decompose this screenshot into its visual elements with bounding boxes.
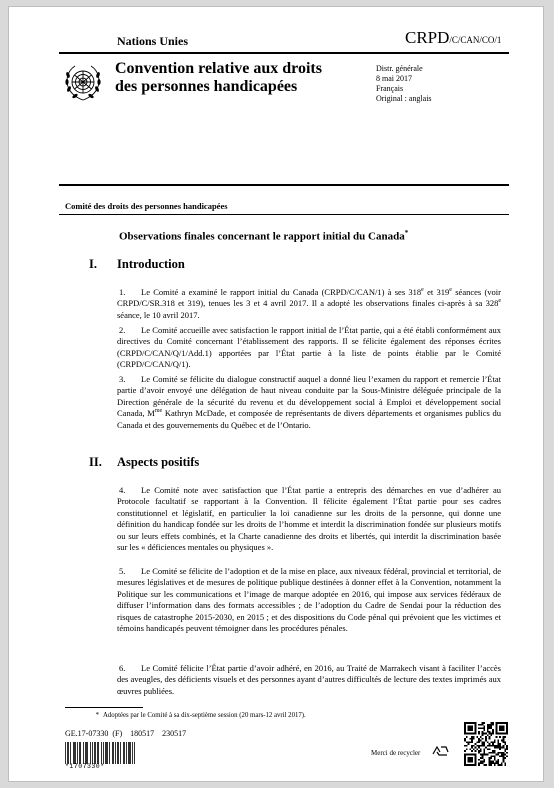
paragraph-text: Le Comité accueille avec satisfaction le rapport initial de l’État partie, qui a été établi conformément aux directives du Comité concernant l’établissement des rapports. Il se félicite également des réponses écrites (CRPD/C/CAN/Q/1/Add.1) apportées par l’État partie à la liste de points établie par le Comité (CRPD/C/CAN/Q/1). bbox=[117, 325, 501, 370]
title-block-rule bbox=[59, 184, 509, 186]
paragraph-number: 5. bbox=[119, 566, 126, 576]
original-language: Original : anglais bbox=[376, 94, 432, 103]
section-title: Introduction bbox=[117, 257, 185, 271]
recycle-icon bbox=[429, 744, 451, 758]
document-page bbox=[8, 6, 544, 782]
section-title: Aspects positifs bbox=[117, 455, 200, 469]
paragraph-text: Le Comité note avec satisfaction que l’État partie a entrepris des démarches en vue d’adhérer au Protocole facultatif se rapportant à la Convention. Il félicite également l’État partie pour ses cadres constitutionnel et législatif, en particulier la loi canadienne sur les droits de la personne, qui donne une définition du handicap fondée sur les droits de l’homme et interdit la discrimination fondée sur plusieurs motifs ou sur leurs effets combinés, et la Charte canadienne des droits et libertés, qui interdit la discrimination basée sur les « déficiences mentales ou physiques ». bbox=[117, 485, 501, 553]
document-symbol bbox=[405, 28, 501, 48]
document-title bbox=[119, 229, 408, 243]
paragraph bbox=[117, 374, 501, 431]
document-date: 8 mai 2017 bbox=[376, 74, 412, 83]
organization-name: Nations Unies bbox=[117, 34, 189, 48]
section-number: II. bbox=[89, 455, 102, 469]
document-language: Français bbox=[376, 84, 404, 93]
paragraph-text: Le Comité se félicite de l’adoption et de la mise en place, aux niveaux fédéral, provincial et territorial, de mesures législatives et de mesures de politique publique destinées à donner effet à la Convention, notamment la Politique sur les communications et l’image de marque adoptée en 2016, qui impose aux services fédéraux de diffuser l’information dans des formats accessibles ; de l’adoption du Cadre de Sendai pour la réduction des risques de catastrophe 2015-2030, en 2015 ; et des dispositions du Code pénal qui prévoient que les victimes et témoins handicapés peuvent témoigner dans les procédures pénales. bbox=[117, 566, 501, 634]
paragraph-number: 2. bbox=[119, 325, 126, 335]
convention-title-line2: des personnes handicapées bbox=[115, 78, 298, 95]
document-title-footnote-marker: * bbox=[404, 229, 409, 237]
symbol-main: CRPD bbox=[405, 28, 450, 47]
footnote-rule bbox=[65, 707, 143, 708]
footnote bbox=[65, 712, 505, 719]
paragraph-text: Le Comité se félicite du dialogue constructif auquel a donné lieu l’examen du rapport et remercie l’État partie d’avoir envoyé une délégation de haut niveau conduite par la Sous-Ministre déléguée principale de la Direction générale de la sécurité du revenu et du développement social à Emploi et développement social Canada, $M^{me}$ Kathryn McDade, et composée de représentants de divers départements et organismes publics du Canada et des gouvernements du Québec et de l’Ontario. bbox=[117, 374, 501, 430]
paragraph bbox=[117, 566, 501, 634]
section-heading bbox=[89, 257, 389, 273]
paragraph-number: 4. bbox=[119, 485, 126, 495]
convention-title-line1: Convention relative aux droits bbox=[115, 60, 322, 77]
paragraph bbox=[117, 663, 501, 697]
convention-title bbox=[115, 60, 365, 96]
paragraph-text: Le Comité félicite l’État partie d’avoir adhéré, en 2016, au Traité de Marrakech visant à faciliter l’accès des aveugles, des déficients visuels et des personnes ayant d’autres difficultés de lecture des textes imprimés aux œuvres publiées. bbox=[117, 663, 501, 696]
paragraph bbox=[117, 325, 501, 371]
symbol-sub: /C/CAN/CO/1 bbox=[449, 35, 502, 45]
paragraph-number: 3. bbox=[119, 374, 126, 384]
document-metadata bbox=[376, 64, 432, 104]
section-number: I. bbox=[89, 257, 97, 271]
recycle-text: Merci de recycler bbox=[371, 749, 421, 757]
un-emblem-icon bbox=[61, 61, 105, 105]
paragraph-number: 1. bbox=[119, 287, 126, 297]
committee-rule bbox=[59, 214, 509, 215]
barcode-icon bbox=[65, 742, 137, 764]
footnote-text: Adoptées par le Comité à sa dix-septième session (20 mars-12 avril 2017). bbox=[103, 712, 306, 719]
paragraph bbox=[117, 287, 501, 321]
document-job-number: GE.17-07330 (F) 180517 230517 bbox=[65, 729, 187, 738]
footnote-marker: * bbox=[95, 712, 99, 719]
paragraph bbox=[117, 485, 501, 553]
barcode-number: *1707330* bbox=[65, 763, 105, 770]
paragraph-text: Le Comité a examiné le rapport initial du Canada (CRPD/C/CAN/1) à ses 318e et 319e séances (voir CRPD/C/SR.318 et 319), tenues les 3 et 4 avril 2017. Il a adopté les observations finales ci-après à sa 328e séance, le 10 avril 2017. bbox=[117, 287, 501, 320]
paragraph-number: 6. bbox=[119, 663, 126, 673]
qr-code-icon bbox=[464, 722, 508, 766]
committee-name: Comité des droits des personnes handicapées bbox=[65, 201, 228, 211]
header-rule bbox=[59, 52, 509, 54]
document-title-text: Observations finales concernant le rapport initial du Canada bbox=[119, 230, 405, 243]
distribution-label: Distr. générale bbox=[376, 64, 423, 73]
section-heading bbox=[89, 455, 389, 471]
